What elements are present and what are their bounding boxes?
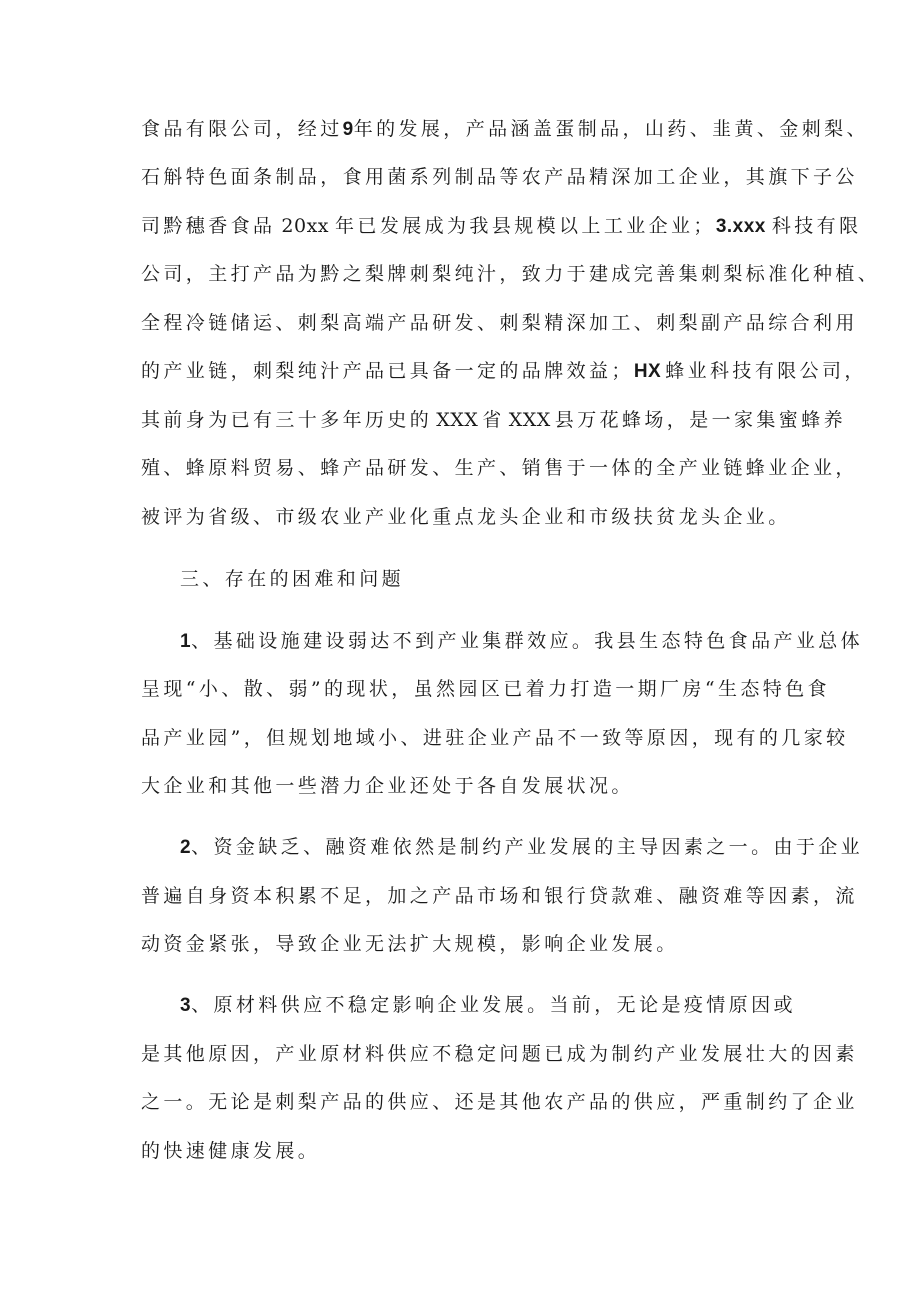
text-run: 年已发展成为我县规模以上工业企业；	[335, 215, 716, 237]
paragraph-line	[141, 214, 861, 238]
abbrev-run: HX	[633, 361, 662, 382]
text-run: 、原材料供应不稳定影响企业发展。当前，无论是疫情原因或	[191, 994, 796, 1016]
paragraph-line: 石斛特色面条制品，食用菌系列制品等农产品精深加工企业，其旗下子公	[141, 166, 858, 188]
text-run: 食品有限公司，经过	[141, 118, 343, 140]
text-run: 、基础设施建设弱达不到产业集群效应。我县生态特色食品产业总体	[191, 630, 864, 652]
number-run: 3.xxx	[715, 216, 766, 237]
text-run: 、资金缺乏、融资难依然是制约产业发展的主导因素之一。由于企业	[191, 836, 864, 858]
number-run: 9	[342, 119, 354, 140]
text-run: 司黔穗香食品	[141, 215, 276, 237]
item-line: 的快速健康发展。	[141, 1140, 321, 1162]
text-run: 县万花蜂场，是一家集蜜蜂养	[554, 409, 846, 431]
item-line: 大企业和其他一些潜力企业还处于各自发展状况。	[141, 775, 634, 797]
paragraph-line: 公司，主打产品为黔之梨牌刺梨纯汁，致力于建成完善集刺梨标准化种植、	[141, 263, 881, 285]
abbrev-run: XXX	[436, 409, 479, 431]
text-run: 省	[482, 409, 505, 431]
text-run: 科技有限	[771, 215, 862, 237]
text-run: 年的发展，产品涵盖蛋制品，山药、韭黄、金刺梨、	[353, 118, 869, 140]
item-number: 3	[180, 995, 192, 1016]
paragraph-line: 被评为省级、市级农业产业化重点龙头企业和市级扶贫龙头企业。	[141, 506, 791, 528]
text-run: 的产业链，刺梨纯汁产品已具备一定的品牌效益；	[141, 360, 634, 382]
item-line: 动资金紧张，导致企业无法扩大规模，影响企业发展。	[141, 933, 679, 955]
year-run: 20xx	[281, 215, 330, 237]
item-number: 2	[180, 837, 192, 858]
item-line: 是其他原因，产业原材料供应不稳定问题已成为制约产业发展壮大的因素	[141, 1043, 858, 1065]
paragraph-line	[141, 117, 869, 141]
item-line: 品产业园”，但规划地域小、进驻企业产品不一致等原因，现有的几家较	[141, 727, 849, 749]
item-line: 呈现“小、散、弱”的现状，虽然园区已着力打造一期厂房“生态特色食	[141, 678, 830, 700]
text-run: 蜂业科技有限公司，	[665, 360, 867, 382]
item-line	[180, 993, 796, 1017]
paragraph-line	[141, 359, 867, 383]
abbrev-run: XXX	[508, 409, 551, 431]
section-heading: 三、存在的困难和问题	[180, 568, 405, 590]
paragraph-line: 殖、蜂原料贸易、蜂产品研发、生产、销售于一体的全产业链蜂业企业，	[141, 457, 858, 479]
item-number: 1	[180, 631, 192, 652]
text-run: 其前身为已有三十多年历史的	[141, 409, 433, 431]
item-line	[180, 835, 863, 859]
paragraph-line: 全程冷链储运、刺梨高端产品研发、刺梨精深加工、刺梨副产品综合利用	[141, 312, 858, 334]
item-line	[180, 629, 863, 653]
paragraph-line	[141, 408, 846, 432]
item-line: 普遍自身资本积累不足，加之产品市场和银行贷款难、融资难等因素，流	[141, 885, 858, 907]
item-line: 之一。无论是刺梨产品的供应、还是其他农产品的供应，严重制约了企业	[141, 1091, 858, 1113]
